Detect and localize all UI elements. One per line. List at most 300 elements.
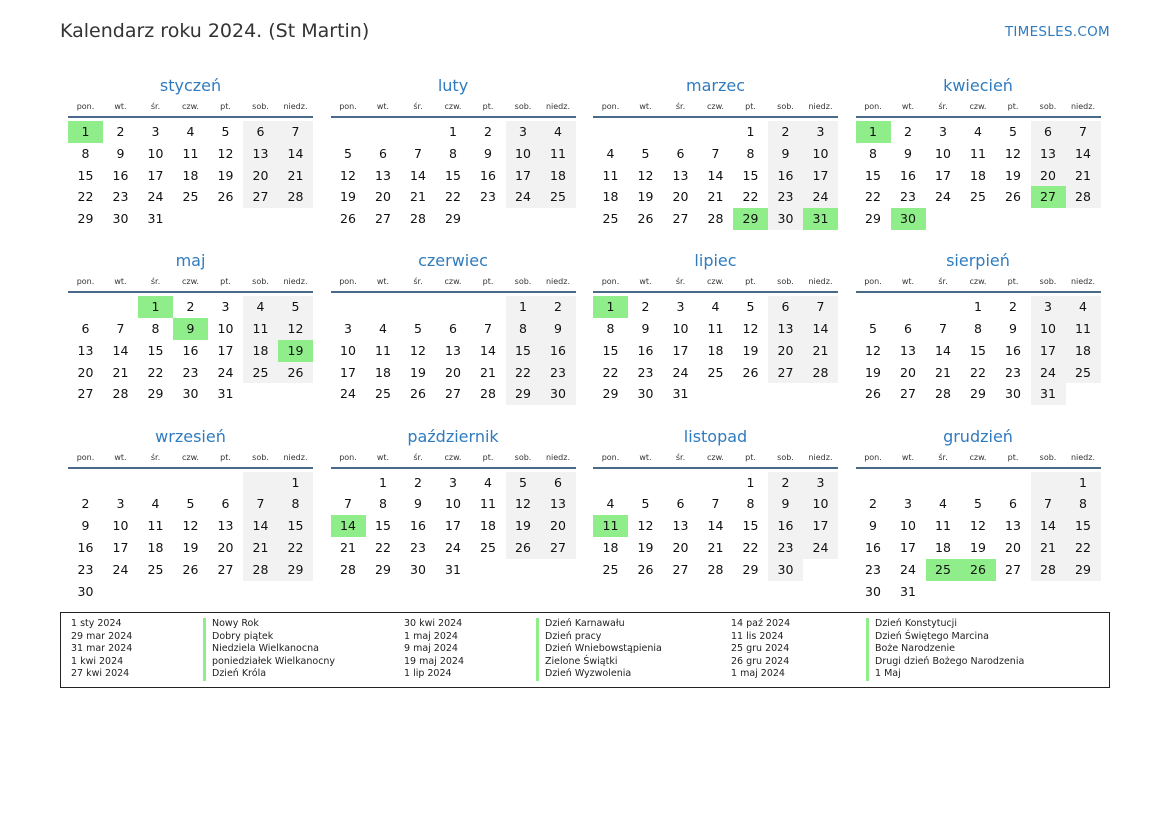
day-cell: 6 [81,321,90,337]
empty-cell [208,208,243,230]
empty-cell [698,472,733,494]
day-cell: 13 [672,518,689,534]
day-cell: 14 [278,143,313,165]
empty-cell [173,472,208,494]
day-cell: 1 [449,124,457,139]
weekday-label: pt. [745,277,756,287]
day-cell: 22 [970,364,986,380]
weekday-label: śr. [413,102,423,111]
day-cell: 25 [375,386,391,402]
month-0 [68,74,313,249]
holiday-cell: 11 [593,515,628,537]
day-cell: 16 [900,167,916,183]
day-cell: 7 [711,145,720,161]
day-cell: 13 [672,167,689,183]
day-cell: 12 [278,318,313,340]
weekday-label: sob. [514,452,532,462]
months-grid [68,74,1102,600]
day-cell: 21 [410,189,426,205]
weekday-label: pt. [482,277,494,287]
day-cell: 7 [278,121,313,143]
weekday-label: śr. [675,452,686,462]
weekday-label: śr. [150,277,161,287]
month-name: wrzesień [155,426,226,446]
weekday-label: sob. [252,452,269,462]
holiday-cell: 1 [68,121,103,143]
day-cell: 29 [970,386,986,402]
weekday-header [331,273,576,293]
day-cell: 17 [340,364,356,380]
day-cell: 22 [147,364,164,380]
weekday-label: wt. [639,452,652,462]
day-cell: 26 [637,561,654,577]
empty-cell [926,472,961,494]
weekday-label: sob. [1039,102,1057,111]
day-cell: 8 [506,318,541,340]
month-name: listopad [683,426,748,446]
weekday-label: czw. [444,277,462,287]
weekday-label: pt. [482,452,494,462]
day-cell: 17 [445,518,461,534]
day-cell: 19 [865,364,881,380]
weekday-label: pon. [76,452,95,462]
weekday-label: śr. [413,277,423,287]
day-cell: 22 [865,189,881,205]
day-cell: 29 [445,211,461,227]
day-cell: 23 [768,537,803,559]
day-cell: 28 [1066,186,1101,208]
day-cell: 16 [77,539,94,555]
month-3 [856,74,1101,249]
day-cell: 20 [375,189,391,205]
day-cell: 2 [186,299,195,315]
empty-cell [541,559,576,581]
day-cell: 25 [970,189,986,205]
day-cell: 21 [1031,537,1066,559]
day-cell: 1 [379,474,387,490]
day-cell: 21 [278,165,313,187]
day-cell: 21 [112,364,129,380]
day-cell: 8 [81,145,90,161]
day-cell: 8 [278,493,313,515]
holiday-cell: 25 [926,559,961,581]
day-cell: 28 [278,186,313,208]
day-cell: 12 [506,493,541,515]
day-cell: 19 [1005,167,1021,183]
weekday-label: śr. [413,452,423,462]
day-cell: 19 [742,342,759,358]
days-grid [593,121,838,230]
day-cell: 18 [602,189,619,205]
day-cell: 25 [182,189,199,205]
day-cell: 8 [151,321,160,337]
weekday-header [593,273,838,293]
day-cell: 24 [340,386,356,402]
day-cell: 3 [151,124,160,139]
day-cell: 3 [116,496,125,512]
day-cell: 20 [900,364,916,380]
day-cell: 24 [900,561,916,577]
day-cell: 1 [974,299,982,315]
weekday-label: pt. [745,452,756,462]
day-cell: 16 [865,539,881,555]
day-cell: 3 [803,472,838,494]
day-cell: 21 [480,364,496,380]
day-cell: 8 [449,145,457,161]
day-cell: 23 [900,189,916,205]
empty-cell [278,581,313,603]
day-cell: 22 [742,539,759,555]
weekday-label: pon. [601,102,620,111]
holiday-name: Dobry piątek [203,631,273,644]
day-cell: 24 [217,364,234,380]
day-cell: 22 [1066,537,1101,559]
day-cell: 4 [939,496,947,512]
month-6 [593,249,838,424]
empty-cell [138,472,173,494]
weekday-label: pon. [339,277,357,287]
holiday-row [61,656,1109,669]
day-cell: 13 [375,167,391,183]
weekday-label: pon. [76,102,95,111]
day-cell: 23 [637,364,654,380]
day-cell: 5 [344,145,352,161]
day-cell: 13 [217,518,234,534]
empty-cell [1066,581,1101,603]
day-cell: 11 [1066,318,1101,340]
empty-cell [996,208,1031,230]
holiday-date: 14 paź 2024 [731,618,791,629]
weekday-label: pt. [1007,102,1019,111]
day-cell: 8 [1066,493,1101,515]
holiday-name: poniedziałek Wielkanocny [203,656,335,669]
holiday-date: 29 mar 2024 [71,630,133,642]
empty-cell [856,472,891,494]
empty-cell [436,296,471,318]
day-cell: 19 [217,167,234,183]
day-cell: 23 [865,561,881,577]
day-cell: 14 [707,518,724,534]
weekday-label: pt. [220,277,231,287]
empty-cell [138,581,173,603]
day-cell: 23 [541,362,576,384]
holiday-cell: 14 [331,515,366,537]
day-cell: 30 [1005,386,1021,402]
empty-cell [1066,383,1101,405]
day-cell: 25 [707,364,724,380]
day-cell: 4 [484,474,492,490]
day-cell: 7 [1066,121,1101,143]
weekday-label: pon. [864,102,882,111]
weekday-label: niedz. [283,277,308,287]
weekday-label: czw. [707,452,724,462]
empty-cell [1031,581,1066,603]
day-cell: 30 [410,561,426,577]
day-cell: 28 [112,386,129,402]
day-cell: 11 [707,321,724,337]
day-cell: 16 [768,515,803,537]
empty-cell [208,472,243,494]
day-cell: 20 [672,189,689,205]
day-cell: 19 [506,515,541,537]
days-grid [331,296,576,405]
day-cell: 6 [1009,496,1017,512]
day-cell: 16 [637,342,654,358]
day-cell: 29 [375,561,391,577]
day-cell: 24 [1031,362,1066,384]
empty-cell [663,472,698,494]
day-cell: 27 [900,386,916,402]
weekday-header [593,449,838,469]
day-cell: 9 [1009,321,1017,337]
day-cell: 9 [904,145,912,161]
day-cell: 3 [506,121,541,143]
empty-cell [471,559,506,581]
day-cell: 9 [414,496,422,512]
day-cell: 1 [746,124,755,139]
holiday-name: Nowy Rok [203,618,259,631]
holiday-cell: 1 [138,296,173,318]
brand-link[interactable]: TIMESLES.COM [1004,24,1110,40]
day-cell: 12 [182,518,199,534]
month-7 [856,249,1101,424]
days-grid [68,121,313,230]
day-cell: 16 [480,167,496,183]
empty-cell [663,121,698,143]
day-cell: 2 [768,121,803,143]
day-cell: 11 [243,318,278,340]
day-cell: 15 [445,167,461,183]
holiday-name: Dzień Świętego Marcina [866,631,989,644]
day-cell: 8 [869,145,877,161]
day-cell: 18 [1066,340,1101,362]
day-cell: 5 [641,145,650,161]
day-cell: 20 [1031,165,1066,187]
empty-cell [926,296,961,318]
holiday-date: 1 maj 2024 [404,630,458,642]
day-cell: 19 [970,539,986,555]
day-cell: 17 [935,167,951,183]
weekday-label: sob. [252,277,269,287]
day-cell: 6 [541,472,576,494]
day-cell: 3 [221,299,230,315]
empty-cell [768,383,803,405]
holiday-cell: 29 [733,208,768,230]
day-cell: 2 [484,124,492,139]
month-8 [68,425,313,600]
holiday-cell: 9 [173,318,208,340]
weekday-label: pt. [482,102,494,111]
day-cell: 14 [707,167,724,183]
month-name: maj [175,251,206,271]
empty-cell [173,581,208,603]
day-cell: 11 [935,518,951,534]
day-cell: 16 [541,340,576,362]
day-cell: 6 [379,145,387,161]
day-cell: 31 [900,583,916,599]
day-cell: 30 [637,386,654,402]
weekday-header [331,449,576,469]
weekday-label: pt. [220,452,231,462]
day-cell: 21 [340,539,356,555]
day-cell: 29 [147,386,164,402]
weekday-label: czw. [182,452,199,462]
day-cell: 23 [182,364,199,380]
day-cell: 6 [676,145,685,161]
day-cell: 7 [711,496,720,512]
month-2 [593,74,838,249]
day-cell: 14 [480,342,496,358]
holiday-list [60,612,1110,688]
day-cell: 20 [541,515,576,537]
day-cell: 7 [484,321,492,337]
day-cell: 13 [768,318,803,340]
weekday-label: sob. [777,277,794,287]
day-cell: 24 [112,561,129,577]
holiday-name: Zielone Świątki [536,656,617,669]
day-cell: 25 [602,561,619,577]
days-grid [331,472,576,581]
weekday-label: wt. [114,102,127,111]
day-cell: 17 [506,165,541,187]
empty-cell [1066,208,1101,230]
weekday-label: niedz. [545,277,571,287]
empty-cell [961,208,996,230]
holiday-date: 1 sty 2024 [71,618,122,629]
holiday-date: 11 lis 2024 [731,630,784,642]
day-cell: 14 [410,167,426,183]
day-cell: 2 [641,299,650,315]
day-cell: 8 [746,145,755,161]
day-cell: 20 [243,165,278,187]
empty-cell [103,581,138,603]
day-cell: 31 [1031,383,1066,405]
holiday-name: Dzień Karnawału [536,618,625,631]
month-11 [856,425,1101,600]
day-cell: 4 [541,121,576,143]
empty-cell [506,559,541,581]
weekday-label: pon. [864,277,882,287]
day-cell: 18 [970,167,986,183]
day-cell: 5 [641,496,650,512]
day-cell: 4 [606,496,615,512]
day-cell: 24 [445,539,461,555]
empty-cell [331,296,366,318]
day-cell: 31 [445,561,461,577]
empty-cell [856,296,891,318]
empty-cell [1031,472,1066,494]
empty-cell [593,472,628,494]
day-cell: 11 [147,518,164,534]
weekday-header [856,98,1101,118]
day-cell: 25 [147,561,164,577]
day-cell: 27 [672,211,689,227]
day-cell: 4 [606,145,615,161]
day-cell: 23 [768,186,803,208]
holiday-date: 27 kwi 2024 [71,668,130,680]
month-5 [331,249,576,424]
empty-cell [628,121,663,143]
holiday-date: 1 kwi 2024 [71,655,124,667]
day-cell: 4 [151,496,160,512]
day-cell: 19 [637,189,654,205]
day-cell: 22 [375,539,391,555]
day-cell: 2 [904,124,912,139]
month-4 [68,249,313,424]
day-cell: 18 [243,340,278,362]
day-cell: 2 [1009,299,1017,315]
day-cell: 21 [803,340,838,362]
day-cell: 21 [707,189,724,205]
weekday-label: wt. [901,277,915,287]
day-cell: 29 [865,211,881,227]
day-cell: 5 [746,299,755,315]
day-cell: 6 [243,121,278,143]
day-cell: 23 [112,189,129,205]
day-cell: 3 [676,299,685,315]
day-cell: 10 [803,143,838,165]
empty-cell [698,121,733,143]
day-cell: 11 [602,167,619,183]
month-name: luty [437,76,469,95]
holiday-name: Drugi dzień Bożego Narodzenia [866,656,1024,669]
weekday-label: śr. [150,102,161,111]
day-cell: 27 [77,386,94,402]
holiday-name: Dzień Wniebowstąpienia [536,643,662,656]
day-cell: 12 [217,145,234,161]
day-cell: 11 [375,342,391,358]
day-cell: 18 [707,342,724,358]
day-cell: 15 [865,167,881,183]
day-cell: 21 [1066,165,1101,187]
holiday-cell: 26 [961,559,996,581]
empty-cell [996,472,1031,494]
day-cell: 16 [768,165,803,187]
day-cell: 13 [1031,143,1066,165]
holiday-name: Dzień Króla [203,668,266,681]
day-cell: 14 [1066,143,1101,165]
day-cell: 10 [672,321,689,337]
empty-cell [698,383,733,405]
day-cell: 22 [506,362,541,384]
day-cell: 26 [278,362,313,384]
weekday-label: śr. [675,102,686,111]
day-cell: 28 [707,561,724,577]
holiday-cell: 1 [856,121,891,143]
day-cell: 30 [112,211,129,227]
day-cell: 9 [541,318,576,340]
weekday-label: śr. [938,277,948,287]
empty-cell [471,208,506,230]
empty-cell [541,208,576,230]
day-cell: 20 [445,364,461,380]
weekday-label: wt. [639,102,652,111]
day-cell: 2 [541,296,576,318]
day-cell: 10 [506,143,541,165]
day-cell: 1 [278,472,313,494]
day-cell: 24 [672,364,689,380]
day-cell: 16 [410,518,426,534]
empty-cell [1031,208,1066,230]
month-name: lipiec [694,251,737,271]
day-cell: 27 [541,537,576,559]
day-cell: 14 [803,318,838,340]
weekday-label: pon. [601,277,620,287]
day-cell: 16 [112,167,129,183]
weekday-label: niedz. [1070,277,1096,287]
day-cell: 12 [340,167,356,183]
day-cell: 10 [147,145,164,161]
